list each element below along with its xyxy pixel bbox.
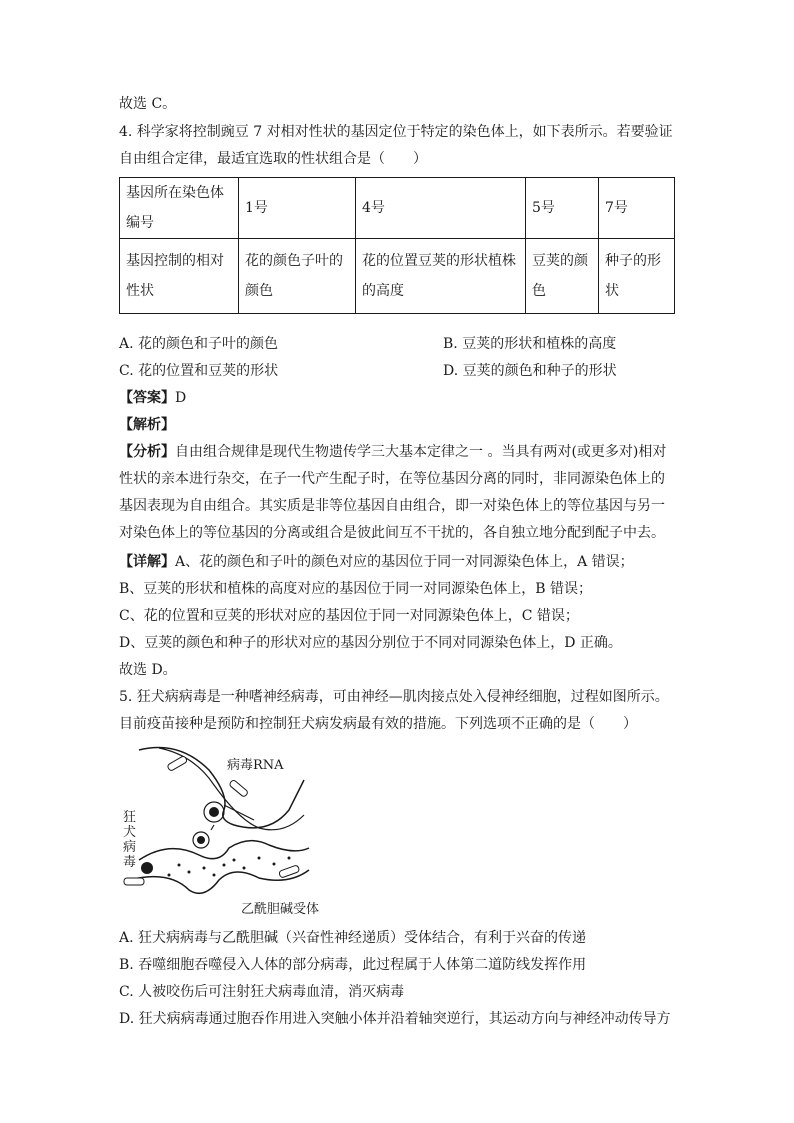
analysis-line-1 (119, 442, 666, 462)
detail-line-5: 故选 D。 (119, 662, 177, 678)
analysis-line-3: 基因表现为自由组合。其实质是非等位基因自由组合，即一对染色体上的等位基因与另一 (119, 498, 665, 514)
detail-line-4: D、豆荚的颜色和种子的形状对应的基因分别位于不同对同源染色体上，D 正确。 (119, 635, 622, 651)
rabies-virus-label (123, 810, 137, 870)
rabies-virus-label-char: 病 (123, 840, 137, 855)
table-cell: 7号 (599, 178, 675, 239)
table-header-cell (120, 239, 239, 314)
cell-line: 的高度 (362, 283, 404, 299)
cell-line: 色 (532, 283, 546, 299)
cell-line: 颜色 (245, 283, 273, 299)
table-row (120, 178, 675, 239)
q5-option-c: C. 人被咬伤后可注射狂犬病毒血清，消灭病毒 (119, 984, 405, 1000)
table-cell (599, 239, 675, 314)
table-header-cell (120, 178, 239, 239)
synapse-diagram (119, 740, 319, 920)
cell-line: 性状 (126, 283, 154, 299)
table-cell (526, 239, 599, 314)
q5-option-a: A. 狂犬病病毒与乙酰胆碱（兴奋性神经递质）受体结合，有利于兴奋的传递 (119, 930, 587, 946)
cell-line: 豆荚的颜 (532, 253, 588, 269)
chromosome-gene-table (119, 177, 675, 314)
question-5-line-2: 目前疫苗接种是预防和控制狂犬病发病最有效的措施。下列选项不正确的是（ ） (119, 716, 637, 732)
analysis-line-4: 对染色体上的等位基因的分离或组合是彼此间互不干扰的，各自独立地分配到配子中去。 (119, 525, 665, 541)
cell-line: 花的颜色子叶的 (245, 253, 343, 269)
rabies-virus-label-char: 毒 (123, 855, 137, 870)
q4-option-b: B. 豆荚的形状和植株的高度 (443, 336, 617, 352)
detail-line-1 (119, 552, 634, 572)
cell-line: 花的位置豆荚的形状植株 (362, 253, 516, 269)
analysis-tag: 【分析】 (119, 444, 175, 460)
question-4-line-2: 自由组合定律，最适宜选取的性状组合是（ ） (119, 151, 427, 167)
q5-option-b: B. 吞噬细胞吞噬侵入人体的部分病毒，此过程属于人体第二道防线发挥作用 (119, 957, 587, 973)
cell-line: 编号 (126, 215, 154, 231)
table-cell (239, 239, 356, 314)
cell-line: 基因所在染色体 (126, 185, 224, 201)
cell-line: 基因控制的相对 (126, 253, 224, 269)
table-cell: 1号 (239, 178, 356, 239)
rabies-virus-label-char: 狂 (123, 810, 137, 825)
answer-line (119, 388, 186, 408)
detail-line-2: B、豆荚的形状和植株的高度对应的基因位于同一对同源染色体上，B 错误； (119, 581, 593, 597)
virus-rna-label: 病毒RNA (227, 758, 284, 773)
q5-option-d: D. 狂犬病病毒通过胞吞作用进入突触小体并沿着轴突逆行，其运动方向与神经冲动传导方 (119, 1011, 671, 1027)
table-cell (356, 239, 526, 314)
question-5-line-1: 5. 狂犬病病毒是一种嗜神经病毒，可由神经—肌肉接点处入侵神经细胞，过程如图所示。 (119, 689, 669, 705)
acetylcholine-receptor-label: 乙酰胆碱受体 (241, 902, 320, 917)
table-cell: 5号 (526, 178, 599, 239)
table-row (120, 239, 675, 314)
answer-value: D (175, 390, 187, 406)
q4-option-d: D. 豆荚的颜色和种子的形状 (443, 363, 617, 379)
detail-line-3: C、花的位置和豆荚的形状对应的基因位于同一对同源染色体上，C 错误； (119, 608, 579, 624)
table-cell: 4号 (356, 178, 526, 239)
q4-option-a: A. 花的颜色和子叶的颜色 (119, 336, 279, 352)
detail-text: A、花的颜色和子叶的颜色对应的基因位于同一对同源染色体上，A 错误； (175, 554, 634, 570)
analysis-heading: 【解析】 (119, 417, 175, 433)
rabies-synapse-figure (119, 740, 319, 920)
analysis-text: 自由组合规律是现代生物遗传学三大基本定律之一 。当具有两对(或更多对)相对 (175, 444, 667, 460)
analysis-line-2: 性状的亲本进行杂交，在子一代产生配子时，在等位基因分离的同时，非同源染色体上的 (119, 471, 665, 487)
cell-line: 状 (605, 283, 619, 299)
answer-label: 【答案】 (119, 390, 175, 406)
prev-answer-line: 故选 C。 (119, 96, 177, 112)
question-4-line-1: 4. 科学家将控制豌豆 7 对相对性状的基因定位于特定的染色体上，如下表所示。若要验证 (119, 124, 673, 140)
cell-line: 种子的形 (605, 253, 661, 269)
detail-tag: 【详解】 (119, 554, 175, 570)
q4-option-c: C. 花的位置和豆荚的形状 (119, 363, 279, 379)
rabies-virus-label-char: 犬 (123, 825, 137, 840)
